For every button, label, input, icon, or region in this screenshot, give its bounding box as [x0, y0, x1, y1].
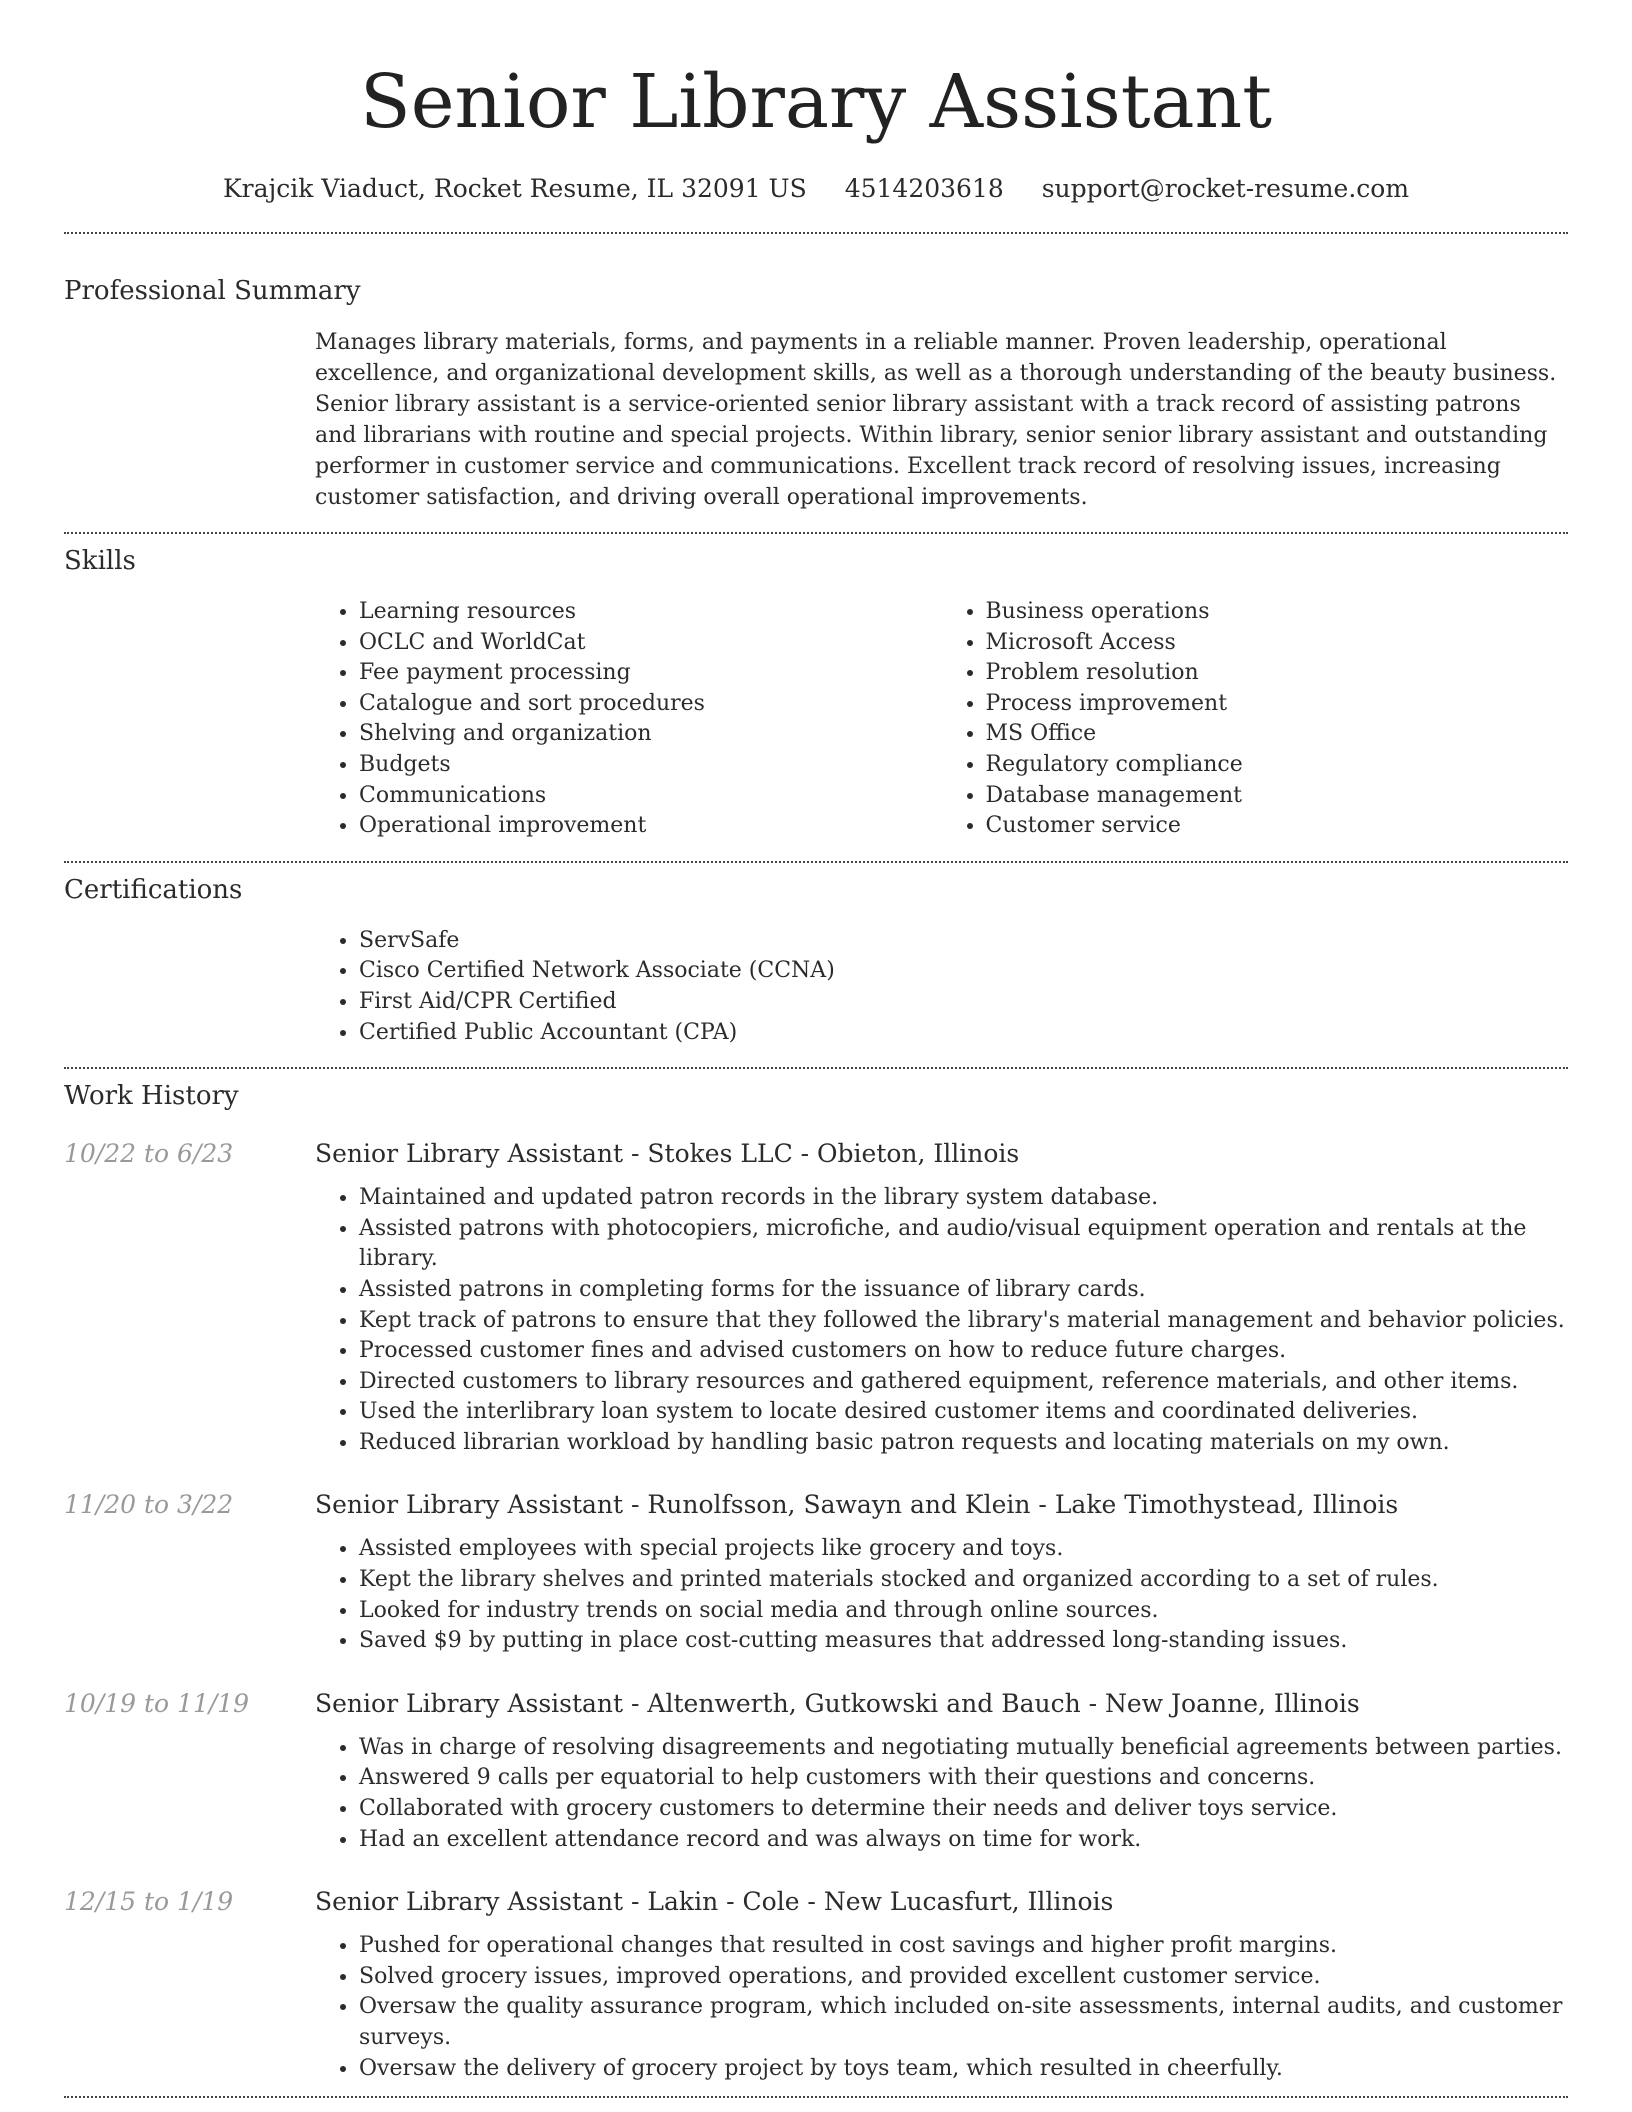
section-divider: [64, 861, 1568, 863]
job-entry: [64, 1885, 1568, 2084]
job-entry: [64, 1137, 1568, 1458]
skill-item: • Database management: [986, 781, 1569, 812]
summary-section: [64, 274, 1568, 513]
section-divider: [64, 1067, 1568, 1069]
job-bullet: • Solved grocery issues, improved operations, and provided excellent customer service.: [359, 1962, 1568, 1993]
certification-item: • ServSafe: [359, 926, 1568, 957]
skill-item: • Customer service: [986, 811, 1569, 842]
section-title-certifications: Certifications: [64, 874, 243, 905]
resume-page: [64, 0, 1568, 2098]
certification-item: • Cisco Certified Network Associate (CCNA): [359, 956, 1568, 987]
job-dates: 10/19 to 11/19: [64, 1688, 250, 1718]
job-bullet: • Had an excellent attendance record and was always on time for work.: [359, 1825, 1568, 1856]
skill-item: • MS Office: [986, 719, 1569, 750]
certification-item: • Certified Public Accountant (CPA): [359, 1018, 1568, 1049]
job-bullets: [315, 1534, 1568, 1656]
skill-item: • Shelving and organization: [359, 719, 942, 750]
section-divider: [64, 232, 1568, 234]
job-bullet: • Assisted patrons with photocopiers, microfiche, and audio/visual equipment operation and rentals at the library.: [359, 1214, 1568, 1275]
job-bullet: • Kept track of patrons to ensure that they followed the library's material management and behavior policies.: [359, 1306, 1568, 1337]
certification-item: • First Aid/CPR Certified: [359, 987, 1568, 1018]
summary-paragraph: Manages library materials, forms, and payments in a reliable manner. Proven leadership, operational excellence, and organizational development skills, as well as a thorough understanding of the beauty business. Senior library assistant is a service-oriented senior library assistant with a track record of assisting patrons and librarians with routine and special projects. Within library, senior senior library assistant and outstanding performer in customer service and communications. Excellent track record of resolving issues, increasing customer satisfaction, and driving overall operational improvements.: [315, 330, 1557, 510]
job-bullet: • Looked for industry trends on social media and through online sources.: [359, 1596, 1568, 1627]
job-bullets: [315, 1183, 1568, 1458]
contact-line: [64, 172, 1568, 206]
skill-item: • Communications: [359, 781, 942, 812]
job-title: Senior Library Assistant - Altenwerth, Gutkowski and Bauch - New Joanne, Illinois: [315, 1688, 1360, 1718]
skills-list-left: [315, 597, 942, 842]
job-bullets: [315, 1931, 1568, 2084]
job-bullet: • Processed customer fines and advised customers on how to reduce future charges.: [359, 1336, 1568, 1367]
contact-address: Krajcik Viaduct, Rocket Resume, IL 32091 US: [222, 174, 807, 203]
job-dates: 11/20 to 3/22: [64, 1490, 234, 1520]
job-title: Senior Library Assistant - Stokes LLC - Obieton, Illinois: [315, 1139, 1020, 1169]
skill-item: • Microsoft Access: [986, 628, 1569, 659]
job-title: Senior Library Assistant - Lakin - Cole - New Lucasfurt, Illinois: [315, 1887, 1114, 1917]
job-bullet: • Collaborated with grocery customers to determine their needs and deliver toys service.: [359, 1794, 1568, 1825]
skill-item: • Business operations: [986, 597, 1569, 628]
skill-item: • Catalogue and sort procedures: [359, 689, 942, 720]
job-bullet: • Assisted employees with special projects like grocery and toys.: [359, 1534, 1568, 1565]
skill-item: • Regulatory compliance: [986, 750, 1569, 781]
job-bullet: • Used the interlibrary loan system to locate desired customer items and coordinated deliveries.: [359, 1397, 1568, 1428]
skills-section: [64, 544, 1568, 842]
section-divider: [64, 2096, 1568, 2098]
job-entry: [64, 1687, 1568, 1855]
certifications-list: [315, 926, 1568, 1048]
job-bullet: • Saved $9 by putting in place cost-cutting measures that addressed long-standing issues.: [359, 1626, 1568, 1657]
certifications-section: [64, 873, 1568, 1048]
job-bullet: • Reduced librarian workload by handling basic patron requests and locating materials on my own.: [359, 1428, 1568, 1459]
skill-item: • Problem resolution: [986, 658, 1569, 689]
contact-phone: 4514203618: [844, 174, 1004, 203]
job-bullet: • Maintained and updated patron records in the library system database.: [359, 1183, 1568, 1214]
section-title-summary: Professional Summary: [64, 276, 361, 306]
resume-name-heading: Senior Library Assistant: [360, 59, 1272, 145]
job-bullet: • Was in charge of resolving disagreements and negotiating mutually beneficial agreements between parties.: [359, 1733, 1568, 1764]
skill-item: • Fee payment processing: [359, 658, 942, 689]
job-bullet: • Assisted patrons in completing forms for the issuance of library cards.: [359, 1275, 1568, 1306]
work-history-section: [64, 1079, 1568, 2084]
job-bullets: [315, 1733, 1568, 1855]
job-bullet: • Pushed for operational changes that resulted in cost savings and higher profit margins.: [359, 1931, 1568, 1962]
job-dates: 12/15 to 1/19: [64, 1887, 234, 1917]
job-bullet: • Oversaw the delivery of grocery project by toys team, which resulted in cheerfully.: [359, 2054, 1568, 2085]
skills-list-right: [942, 597, 1569, 842]
skill-item: • Process improvement: [986, 689, 1569, 720]
job-title: Senior Library Assistant - Runolfsson, Sawayn and Klein - Lake Timothystead, Illinois: [315, 1490, 1399, 1520]
section-title-skills: Skills: [64, 546, 136, 576]
job-entry: [64, 1488, 1568, 1656]
job-dates: 10/22 to 6/23: [64, 1139, 234, 1169]
job-bullet: • Oversaw the quality assurance program, which included on-site assessments, internal audits, and customer surveys.: [359, 1992, 1568, 2053]
contact-email: support@rocket-resume.com: [1041, 174, 1410, 203]
job-bullet: • Kept the library shelves and printed materials stocked and organized according to a set of rules.: [359, 1565, 1568, 1596]
section-divider: [64, 532, 1568, 534]
skill-item: • OCLC and WorldCat: [359, 628, 942, 659]
skill-item: • Budgets: [359, 750, 942, 781]
job-bullet: • Directed customers to library resources and gathered equipment, reference materials, and other items.: [359, 1367, 1568, 1398]
section-title-work-history: Work History: [64, 1081, 239, 1112]
job-bullet: • Answered 9 calls per equatorial to help customers with their questions and concerns.: [359, 1763, 1568, 1794]
skill-item: • Learning resources: [359, 597, 942, 628]
skill-item: • Operational improvement: [359, 811, 942, 842]
